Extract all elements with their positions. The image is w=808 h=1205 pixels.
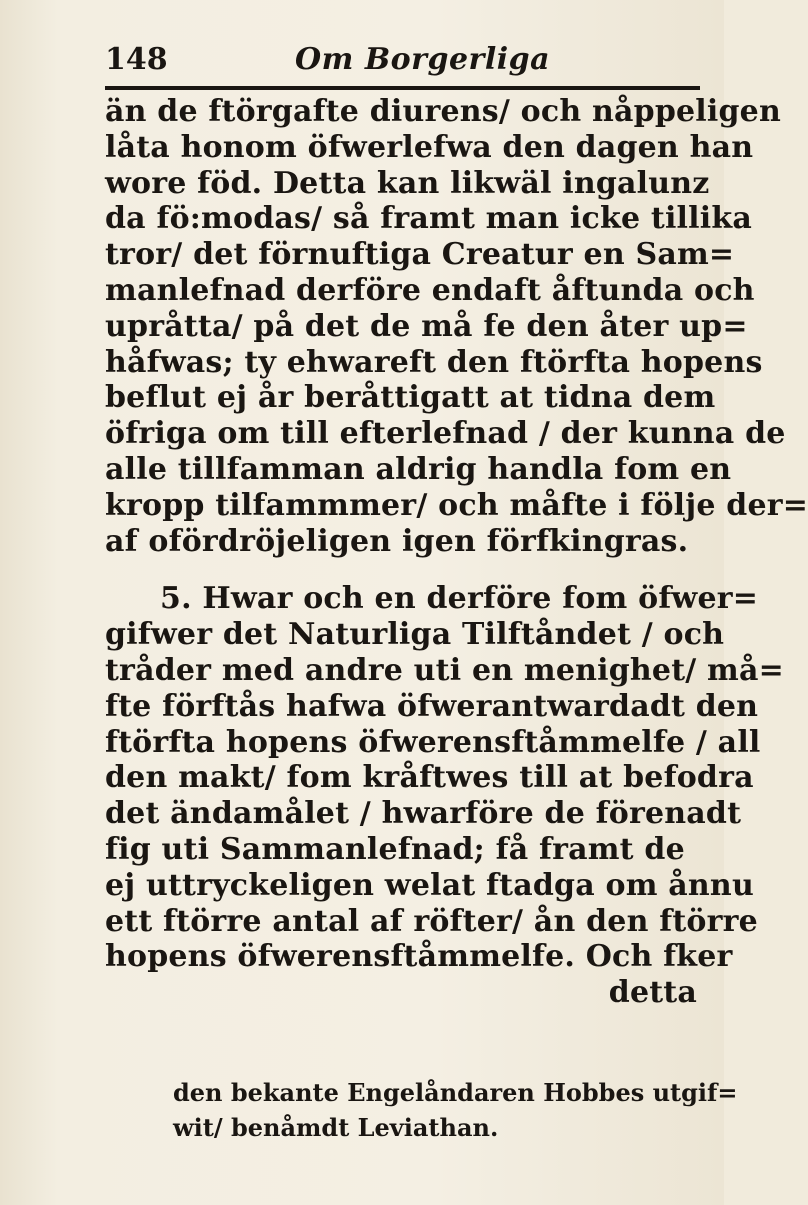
text-line: fig uti Sammanlefnad; få framt de: [105, 831, 685, 867]
text-line: 5. Hwar och en derföre fom öfwer=: [160, 581, 759, 617]
text-line: fte förftås hafwa öfwerantwardadt den: [105, 688, 759, 724]
footnote: [173, 1075, 738, 1145]
text-line: tråder med andre uti en menighet/ må=: [105, 652, 784, 688]
running-title: Om Borgerliga: [295, 42, 551, 77]
text-line: låta honom öfwerlefwa den dagen han: [105, 129, 754, 165]
text-line: det ändamålet / hwarföre de förenadt: [105, 796, 742, 832]
text-line: öfriga om till efterlefnad / der kunna de: [105, 416, 786, 452]
catchword: detta: [608, 975, 697, 1011]
text-line: än de ftörgafte diurens/ och nåppeligen: [105, 94, 781, 129]
text-line: gifwer det Naturliga Tilftåndet / och: [105, 617, 725, 653]
text-line: da fö:modas/ så framt man icke tillika: [105, 201, 752, 237]
text-line: beflut ej år beråttigatt at tidna dem: [105, 380, 716, 416]
text-line: hopens öfwerensftåmmelfe. Och fker: [105, 939, 733, 975]
text-line: ett ftörre antal af röfter/ ån den ftörre: [105, 903, 758, 939]
page-header: [105, 38, 700, 82]
text-line: den makt/ fom kråftwes till at befodra: [105, 760, 754, 796]
text-line: wore föd. Detta kan likwäl ingalunz: [105, 165, 710, 201]
header-rule: [105, 86, 700, 90]
footnote-line: wit/ benåmdt Leviathan.: [173, 1113, 499, 1142]
paragraph-gap: [105, 559, 705, 581]
text-line: ej uttryckeligen welat ftadga om ånnu: [105, 867, 754, 903]
text-line: manlefnad derföre endaft åftunda och: [105, 272, 755, 308]
footnote-line: den bekante Engelåndaren Hobbes utgif=: [173, 1078, 738, 1107]
text-line: kropp tilfammmer/ och måfte i följe der=: [105, 487, 808, 523]
text-line: ftörfta hopens öfwerensftåmmelfe / all: [105, 724, 761, 760]
body-text: [105, 94, 808, 1011]
text-line: upråtta/ på det de må fe den åter up=: [105, 308, 748, 344]
text-line: tror/ det förnuftiga Creatur en Sam=: [105, 237, 735, 273]
text-line: alle tillfamman aldrig handla fom en: [105, 451, 732, 487]
text-line: håfwas; ty ehwareft den ftörfta hopens: [105, 344, 763, 380]
page-number: 148: [105, 42, 168, 77]
text-line: af ofördröjeligen igen förfkingras.: [105, 523, 689, 559]
